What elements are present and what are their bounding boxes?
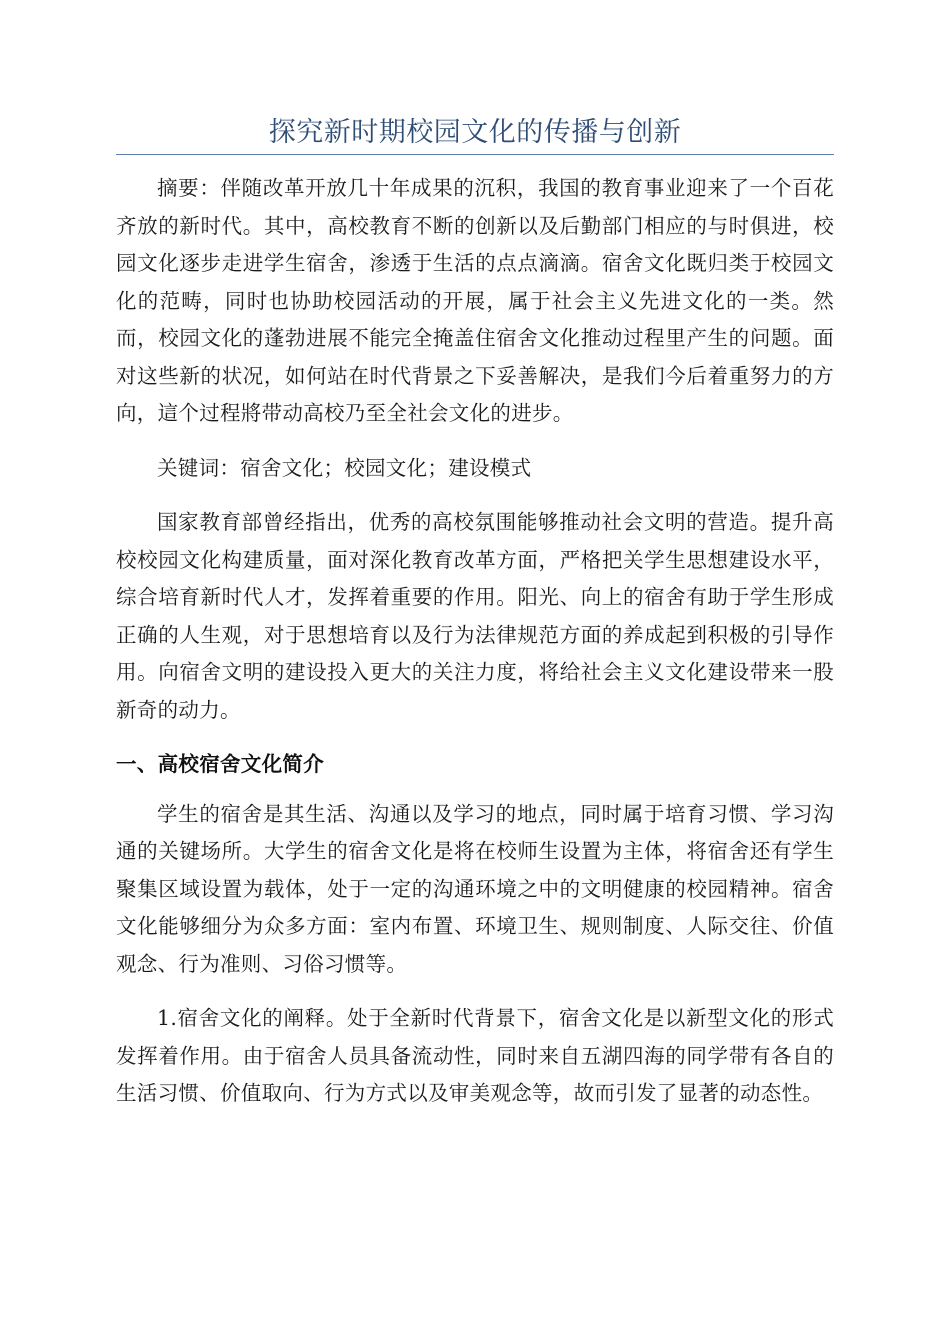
abstract-paragraph: 摘要：伴随改革开放几十年成果的沉积，我国的教育事业迎来了一个百花齐放的新时代。其中，高校教育不断的创新以及后勤部门相应的与时俱进，校园文化逐步走进学生宿舍，渗透于生活的点点滴滴。宿舍文化既归类于校园文化的范畴，同时也协助校园活动的开展，属于社会主义先进文化的一类。然而，校园文化的蓬勃进展不能完全掩盖住宿舍文化推动过程里产生的问题。面对这些新的状况，如何站在时代背景之下妥善解决，是我们今后着重努力的方向，這个过程將带动高校乃至全社会文化的进步。 bbox=[116, 176, 834, 425]
document-body bbox=[116, 170, 834, 1130]
title-underline bbox=[116, 154, 834, 155]
section-paragraph: 学生的宿舍是其生活、沟通以及学习的地点，同时属于培育习惯、学习沟通的关键场所。大学生的宿舍文化是将在校师生设置为主体，将宿舍还有学生聚集区域设置为载体，处于一定的沟通环境之中的文明健康的校园精神。宿舍文化能够细分为众多方面：室内布置、环境卫生、规则制度、人际交往、价值观念、行为准则、习俗习惯等。 bbox=[116, 801, 834, 976]
intro-paragraph: 国家教育部曾经指出，优秀的高校氛围能够推动社会文明的营造。提升高校校园文化构建质量，面对深化教育改革方面，严格把关学生思想建设水平，综合培育新时代人才，发挥着重要的作用。阳光、向上的宿舍有助于学生形成正确的人生观，对于思想培育以及行为法律规范方面的养成起到积极的引导作用。向宿舍文明的建设投入更大的关注力度，将给社会主义文化建设带来一股新奇的动力。 bbox=[116, 510, 834, 722]
section-heading: 一、高校宿舍文化简介 bbox=[116, 752, 324, 776]
keywords-paragraph: 关键词：宿舍文化；校园文化；建设模式 bbox=[157, 455, 532, 480]
numbered-paragraph: 1.宿舍文化的阐释。处于全新时代背景下，宿舍文化是以新型文化的形式发挥着作用。由于宿舍人员具备流动性，同时来自五湖四海的同学带有各自的生活习惯、价值取向、行为方式以及审美观念等，故而引发了显著的动态性。 bbox=[116, 1006, 834, 1105]
document-title: 探究新时期校园文化的传播与创新 bbox=[268, 117, 682, 148]
